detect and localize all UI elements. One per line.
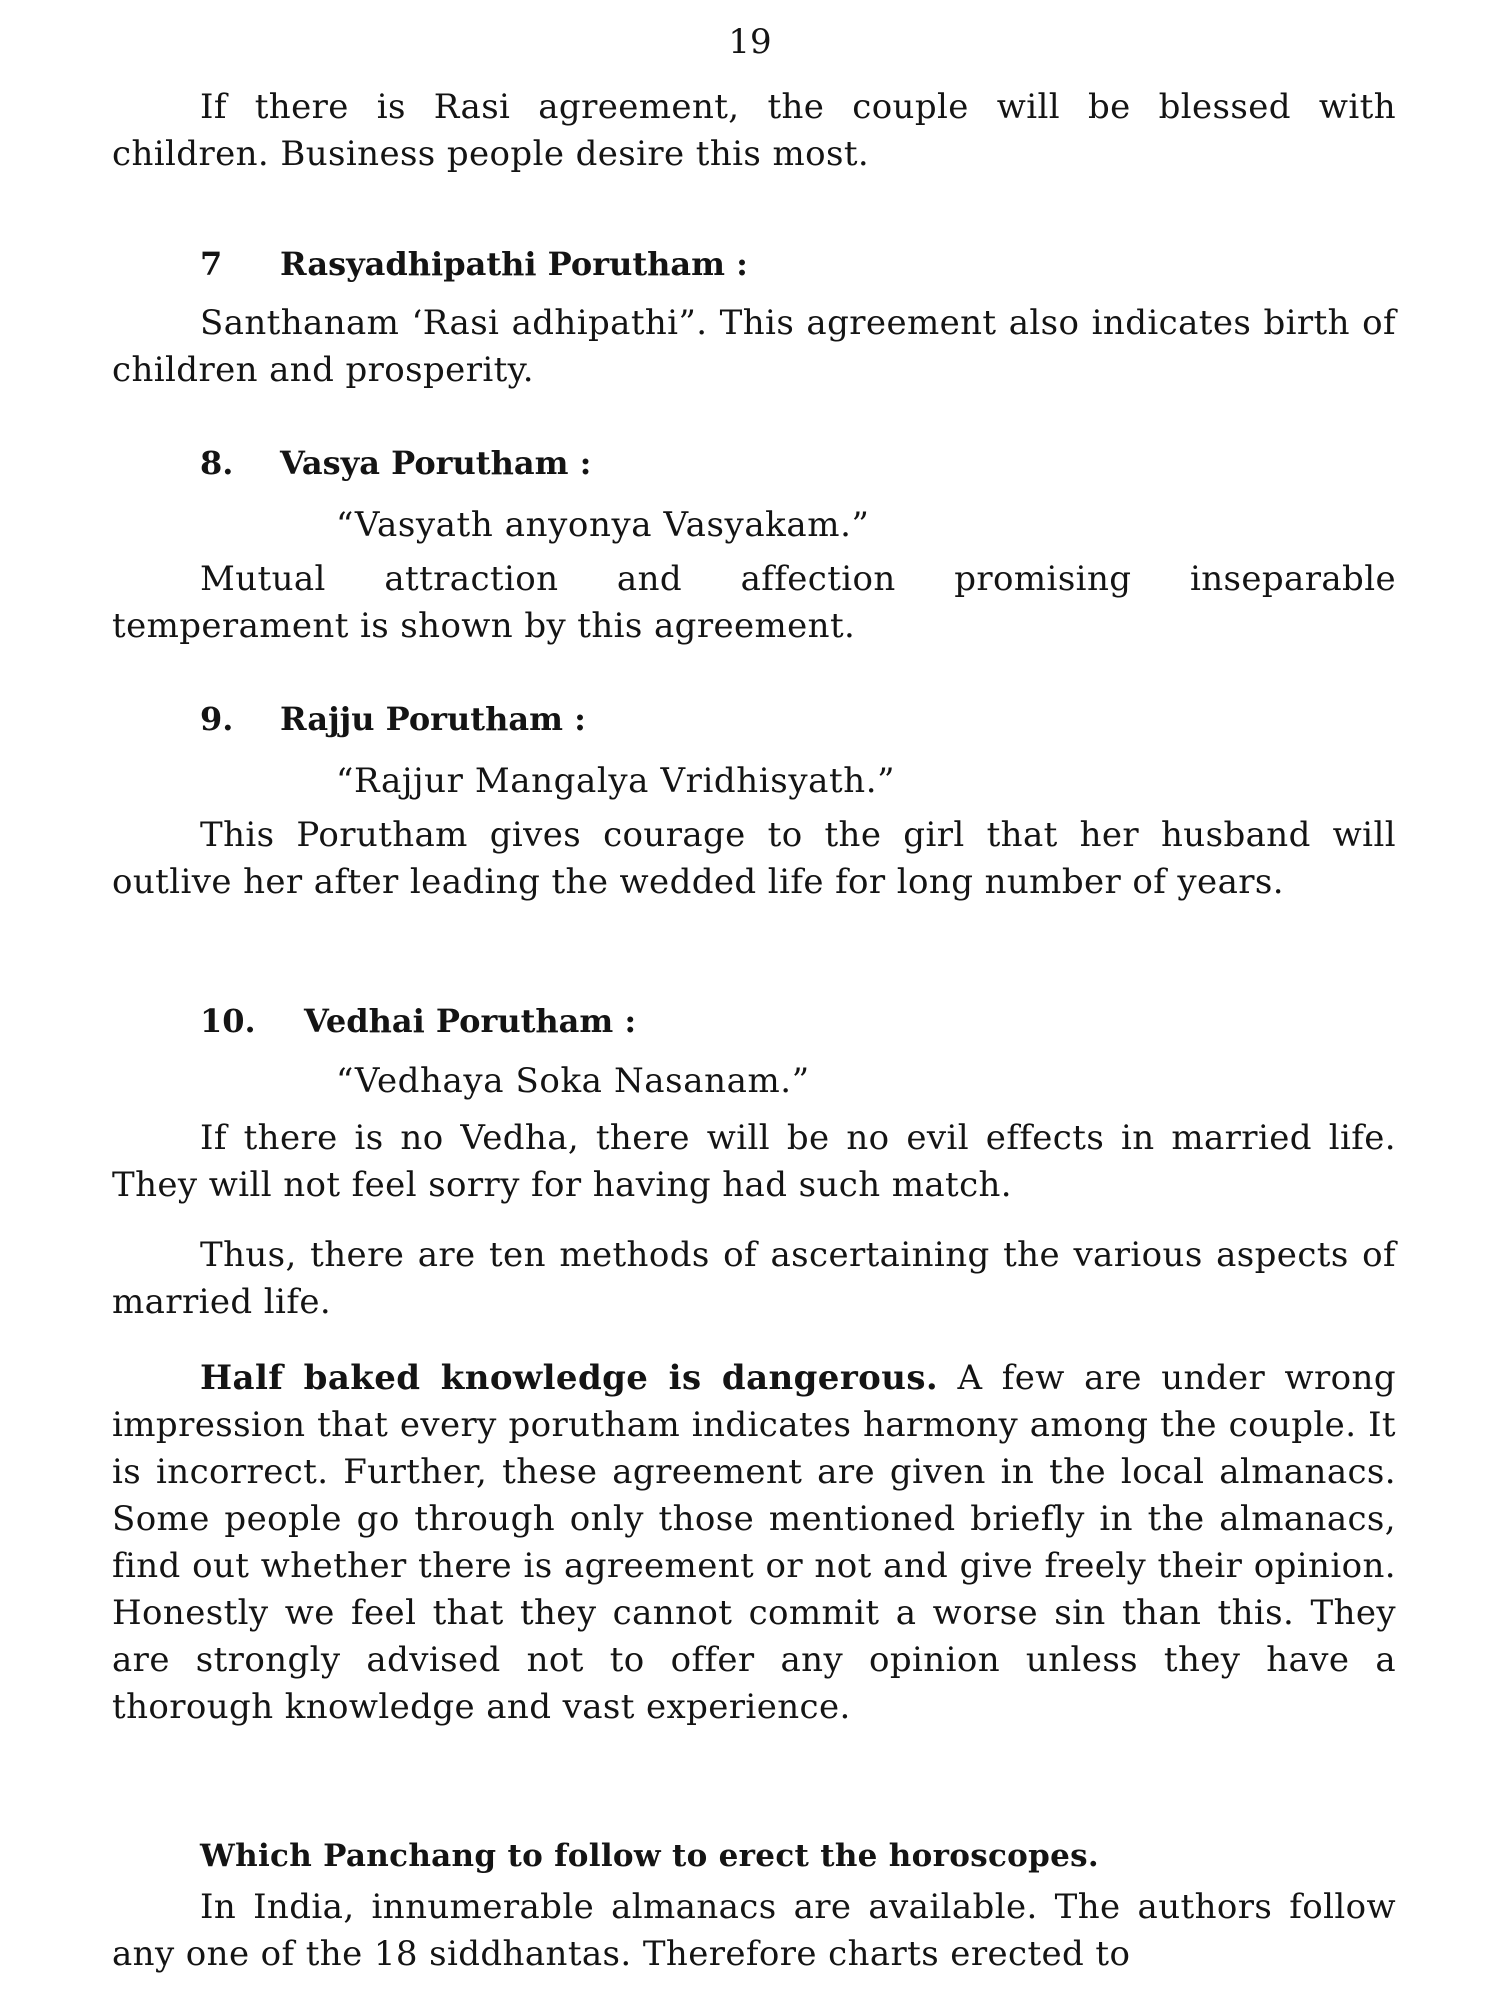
section-9-body: This Porutham gives courage to the girl that her husband will outlive her after leading the wedded life for long number of years.	[112, 815, 1396, 902]
section-7-body: Santhanam ‘Rasi adhipathi”. This agreement also indicates birth of children and prosperity.	[112, 303, 1396, 390]
section-10-body: If there is no Vedha, there will be no evil effects in married life. They will not feel sorry for having had such match.	[112, 1118, 1396, 1205]
summary-paragraph: Thus, there are ten methods of ascertaining the various aspects of married life.	[112, 1235, 1396, 1322]
page-number: 19	[728, 22, 772, 62]
section-8-quote: “Vasyath anyonya Vasyakam.”	[336, 505, 870, 545]
section-7-number: 7	[200, 245, 223, 283]
section-10-quote: “Vedhaya Soka Nasanam.”	[336, 1061, 810, 1101]
section-7-heading	[200, 244, 748, 284]
section-10-number: 10.	[200, 1002, 256, 1040]
section-9-number: 9.	[200, 700, 234, 738]
panchang-heading: Which Panchang to follow to erect the horoscopes.	[200, 1838, 1099, 1874]
warning-text: A few are under wrong impression that every porutham indicates harmony among the couple. It is incorrect. Further, these agreement are given in the local almanacs. Some people go through only those mentioned briefly in the almanacs, find out whether there is agreement or not and give freely their opinion. Honestly we feel that they cannot commit a worse sin than this. They are strongly advised not to offer any opinion unless they have a thorough knowledge and vast experience.	[112, 1358, 1396, 1727]
section-8-number: 8.	[200, 444, 234, 482]
warning-paragraph	[112, 1355, 1396, 1731]
section-9-title: Rajju Porutham :	[280, 700, 586, 738]
section-8-heading	[200, 443, 591, 483]
section-7-title: Rasyadhipathi Porutham :	[280, 245, 748, 283]
section-8-title: Vasya Porutham :	[280, 444, 592, 482]
section-8-body: Mutual attraction and affection promising inseparable temperament is shown by this agreement.	[112, 559, 1396, 646]
section-10-heading	[200, 1001, 636, 1041]
section-9-heading	[200, 699, 586, 739]
section-10-title: Vedhai Porutham :	[304, 1002, 637, 1040]
warning-lead: Half baked knowledge is dangerous.	[200, 1358, 939, 1398]
panchang-paragraph: In India, innumerable almanacs are available. The authors follow any one of the 18 siddhantas. Therefore charts erected to	[112, 1887, 1396, 1974]
intro-paragraph: If there is Rasi agreement, the couple will be blessed with children. Business people desire this most.	[112, 87, 1396, 174]
section-9-quote: “Rajjur Mangalya Vridhisyath.”	[336, 761, 896, 801]
